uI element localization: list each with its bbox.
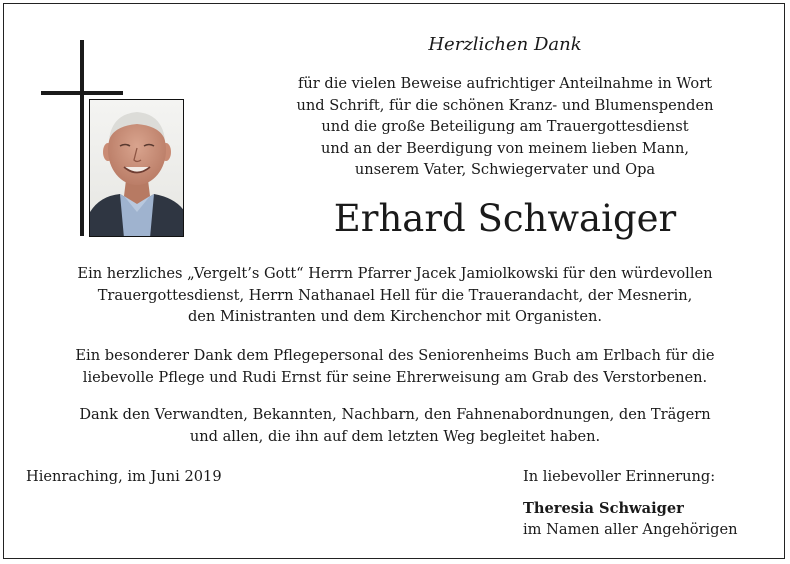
place-and-date: Hienraching, im Juni 2019: [26, 468, 222, 485]
cross-horizontal-bar: [41, 91, 123, 95]
intro-line: und an der Beerdigung von meinem lieben Mann,: [320, 139, 689, 157]
thanks-paragraph-relatives: [10, 404, 780, 447]
paragraph-line: Dank den Verwandten, Bekannten, Nachbarn, den Fahnenabordnungen, den Trägern: [79, 406, 711, 423]
paragraph-line: liebevolle Pflege und Rudi Ernst für seine Ehrerweisung am Grab des Verstorbenen.: [82, 368, 708, 386]
signature-block: [523, 466, 738, 540]
thanks-paragraph-clergy: [10, 263, 780, 328]
intro-line: und die große Beteiligung am Trauergottesdienst: [321, 118, 689, 135]
paragraph-line: Trauergottesdienst, Herrn Nathanael Hell für die Trauerandacht, der Mesnerin,: [97, 286, 693, 304]
intro-text: [250, 73, 760, 181]
paragraph-line: Ein herzliches „Vergelt’s Gott“ Herrn Pfarrer Jacek Jamiolkowski für den würdevollen: [77, 265, 713, 282]
paragraph-line: Ein besonderer Dank dem Pflegepersonal des Seniorenheims Buch am Erlbach für die: [75, 347, 715, 364]
on-behalf-line: im Namen aller Angehörigen: [523, 521, 738, 538]
intro-line: für die vielen Beweise aufrichtiger Anteilnahme in Wort: [297, 75, 713, 92]
paragraph-line: und allen, die ihn auf dem letzten Weg begleitet haben.: [189, 427, 601, 445]
cross-vertical-bar: [80, 40, 84, 236]
remembrance-line: In liebevoller Erinnerung:: [523, 468, 716, 485]
portrait-illustration: [90, 100, 184, 237]
thanks-heading: Herzlichen Dank: [428, 34, 582, 55]
portrait-photo: [89, 99, 184, 237]
intro-line: und Schrift, für die schönen Kranz- und Blumenspenden: [296, 96, 714, 114]
signer-name: Theresia Schwaiger: [523, 500, 684, 517]
intro-line: unserem Vater, Schwiegervater und Opa: [354, 161, 656, 178]
deceased-name: Erhard Schwaiger: [333, 197, 677, 240]
thanks-paragraph-care: [10, 345, 780, 388]
paragraph-line: den Ministranten und dem Kirchenchor mit Organisten.: [187, 308, 603, 325]
